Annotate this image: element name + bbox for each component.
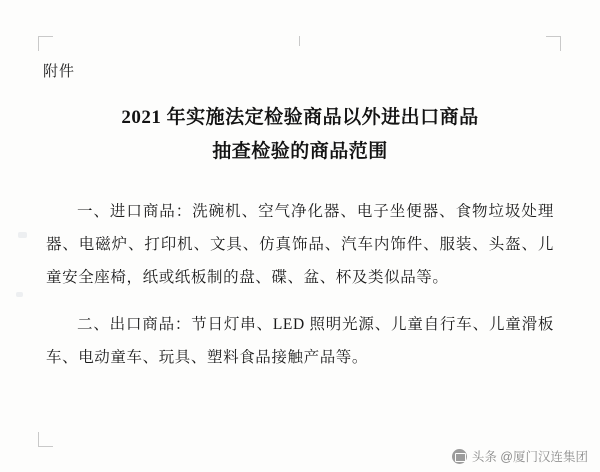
scan-artifact [16,292,23,297]
margin-guide-top-left [38,36,53,51]
watermark-text: 头条 @厦门汉连集团 [471,450,588,464]
margin-guide-top-right [546,36,561,51]
margin-guide-top-center [299,36,301,46]
attachment-label: 附件 [43,64,76,80]
page-title-line-2: 抽查检验的商品范围 [212,141,388,162]
scan-artifact [18,232,27,238]
paragraph-import-goods: 一、进口商品：洗碗机、空气净化器、电子坐便器、食物垃圾处理器、电磁炉、打印机、文具、仿真饰品、汽车内饰件、服装、头盔、儿童安全座椅，纸或纸板制的盘、碟、盆、杯及类似品等。 [46,203,554,286]
page-title-line-1: 2021 年实施法定检验商品以外进出口商品 [121,107,479,128]
watermark [452,447,588,465]
toutiao-logo-icon [452,449,467,464]
page-title [56,101,544,169]
paragraph-export-goods: 二、出口商品：节日灯串、LED 照明光源、儿童自行车、儿童滑板车、电动童车、玩具、塑料食品接触产品等。 [46,316,554,366]
margin-guide-bottom-left [38,432,53,447]
document-body [40,60,560,388]
